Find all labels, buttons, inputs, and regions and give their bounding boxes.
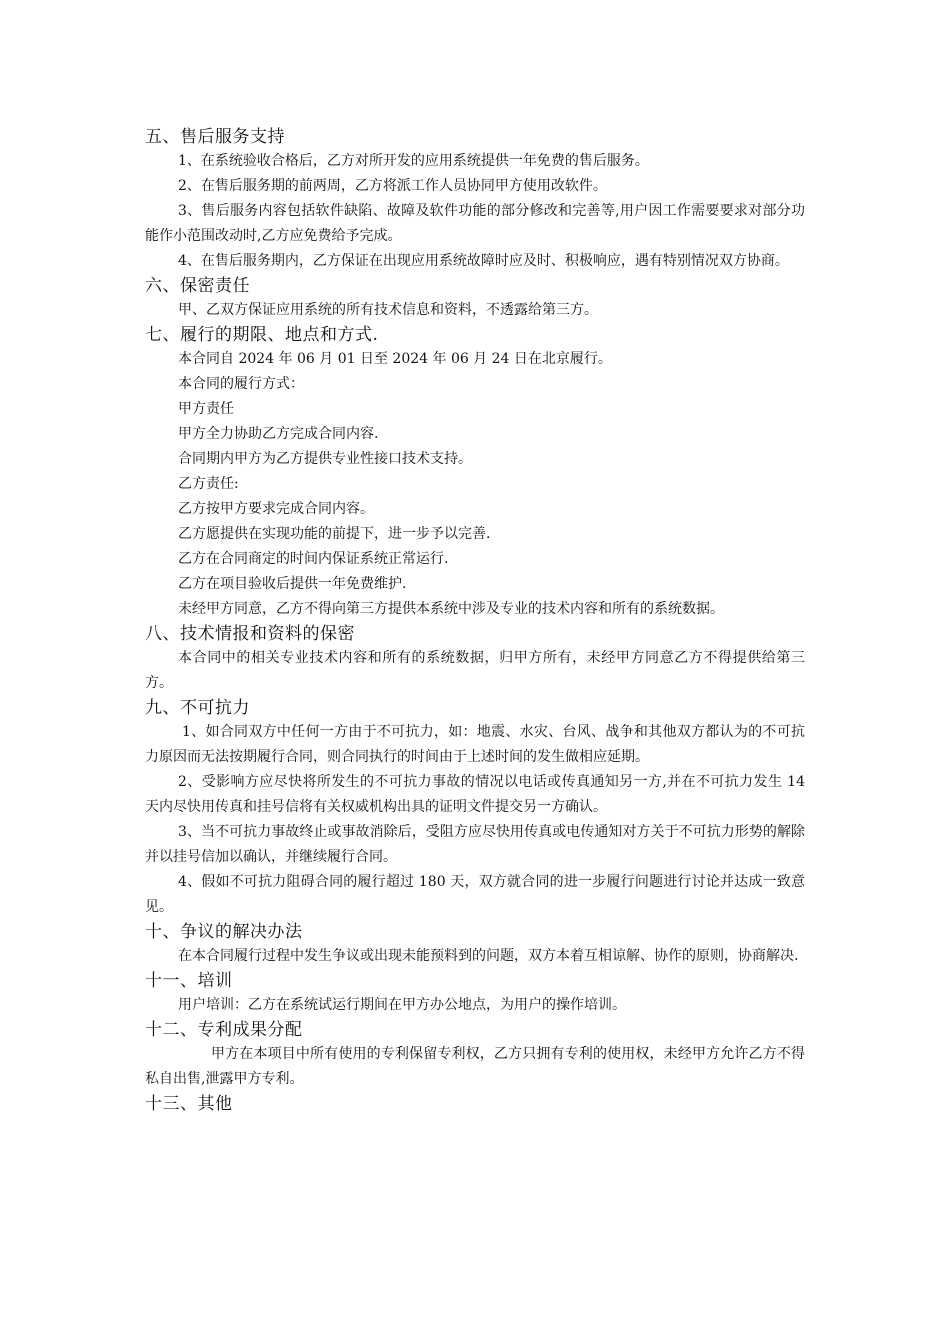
paragraph: 乙方在项目验收后提供一年免费维护. — [178, 576, 407, 592]
paragraph: 乙方愿提供在实现功能的前提下，进一步予以完善. — [178, 526, 491, 542]
paragraph: 甲方在本项目中所有使用的专利保留专利权，乙方只拥有专利的使用权，未经甲方允许乙方不得私自出售,泄露甲方专利。 — [145, 1046, 805, 1087]
paragraph: 3、当不可抗力事故终止或事故消除后，受阻方应尽快用传真或电传通知对方关于不可抗力形势的解除并以挂号信加以确认，并继续履行合同。 — [145, 824, 805, 865]
paragraph: 在本合同履行过程中发生争议或出现未能预料到的问题，双方本着互相谅解、协作的原则，协商解决. — [178, 948, 799, 964]
paragraph: 甲方全力协助乙方完成合同内容. — [178, 426, 379, 442]
paragraph: 2、在售后服务期的前两周，乙方将派工作人员协同甲方使用改软件。 — [178, 178, 607, 194]
paragraph: 用户培训：乙方在系统试运行期间在甲方办公地点，为用户的操作培训。 — [178, 997, 626, 1013]
paragraph: 4、假如不可抗力阻碍合同的履行超过 180 天，双方就合同的进一步履行问题进行讨论并达成一致意见。 — [145, 874, 805, 915]
paragraph: 乙方责任: — [178, 476, 239, 492]
section-heading-training: 十一、培训 — [145, 971, 233, 991]
section-heading-after-sales: 五、售后服务支持 — [145, 127, 285, 147]
contract-body — [145, 125, 805, 1116]
paragraph: 本合同中的相关专业技术内容和所有的系统数据，归甲方所有，未经甲方同意乙方不得提供给第三方。 — [145, 650, 805, 691]
section-heading-patents: 十二、专利成果分配 — [145, 1020, 303, 1040]
paragraph: 本合同的履行方式： — [178, 376, 304, 392]
paragraph: 甲方责任 — [178, 401, 234, 417]
section-heading-other: 十三、其他 — [145, 1094, 233, 1114]
section-heading-confidentiality: 六、保密责任 — [145, 276, 250, 296]
section-heading-tech-info: 八、技术情报和资料的保密 — [145, 624, 355, 644]
paragraph: 甲、乙双方保证应用系统的所有技术信息和资料，不透露给第三方。 — [178, 302, 598, 318]
paragraph: 1、如合同双方中任何一方由于不可抗力，如：地震、水灾、台风、战争和其他双方都认为的不可抗力原因而无法按期履行合同，则合同执行的时间由于上述时间的发生做相应延期。 — [145, 724, 805, 765]
paragraph: 乙方在合同商定的时间内保证系统正常运行. — [178, 551, 449, 567]
paragraph: 3、售后服务内容包括软件缺陷、故障及软件功能的部分修改和完善等,用户因工作需要要求对部分功能作小范围改动时,乙方应免费给予完成。 — [145, 203, 805, 244]
paragraph: 未经甲方同意，乙方不得向第三方提供本系统中涉及专业的技术内容和所有的系统数据。 — [178, 601, 724, 617]
paragraph: 1、在系统验收合格后，乙方对所开发的应用系统提供一年免费的售后服务。 — [178, 153, 649, 169]
section-heading-performance: 七、履行的期限、地点和方式. — [145, 325, 379, 345]
paragraph: 2、受影响方应尽快将所发生的不可抗力事故的情况以电话或传真通知另一方,并在不可抗力发生 14 天内尽快用传真和挂号信将有关权威机构出具的证明文件提交另一方确认。 — [145, 774, 805, 815]
paragraph: 本合同自 2024 年 06 月 01 日至 2024 年 06 月 24 日在北京履行。 — [178, 351, 612, 367]
section-heading-force-majeure: 九、不可抗力 — [145, 698, 250, 718]
paragraph: 乙方按甲方要求完成合同内容。 — [178, 501, 374, 517]
paragraph: 合同期内甲方为乙方提供专业性接口技术支持。 — [178, 451, 472, 467]
section-heading-disputes: 十、争议的解决办法 — [145, 922, 303, 942]
paragraph: 4、在售后服务期内，乙方保证在出现应用系统故障时应及时、积极响应，遇有特别情况双方协商。 — [178, 253, 789, 269]
